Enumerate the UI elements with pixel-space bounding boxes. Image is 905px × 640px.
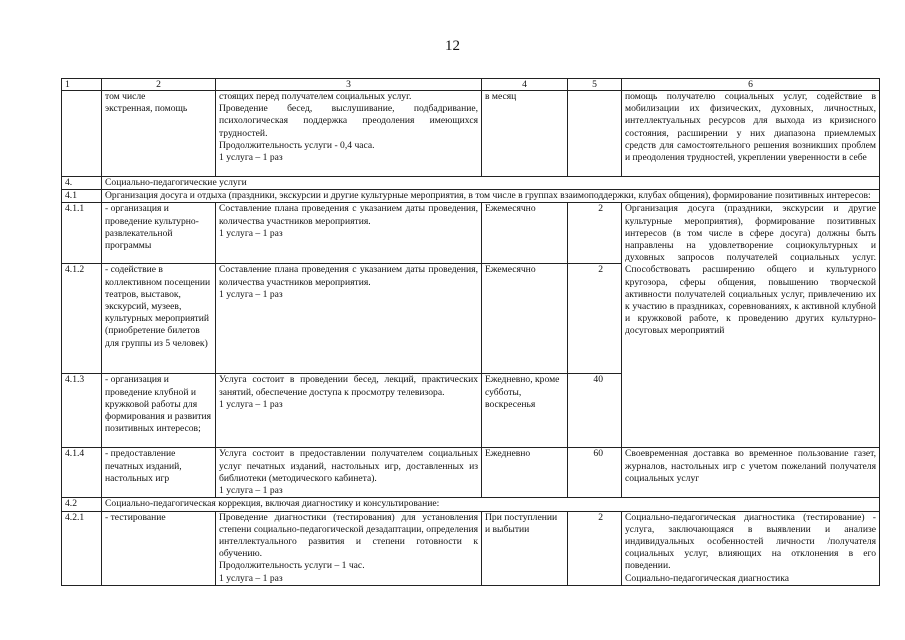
text-line: Продолжительность услуги - 0,4 часа. — [219, 139, 375, 151]
cell-content — [216, 91, 482, 177]
cell-description: Организация досуга (праздники, экскурсии и другие культурные мероприятия), формирование позитивных интересов (в том числе в сфере досуга) должны быть направлены на удовлетворение социокультурных и духовных запросов получателей социальных услуг. Способствовать расширению общего и культурного кругозора, сферы общения, повышению творческой активности получателей социальных услуг, привлечению их к участию в праздниках, соревнованиях, к активной клубной и кружковой работе, к проведению других культурно-досуговых мероприятий — [622, 203, 880, 448]
text-line: Проведение бесед, выслушивание, подбадривание, психологическая поддержка преодоления имеющихся трудностей. — [219, 103, 478, 139]
text-line: Проведение диагностики (тестирования) для установления степени социально-педагогической дезадаптации, определения интеллектуального развития и степени готовности к обучению. — [219, 511, 478, 560]
text-line: Услуга состоит в предоставлении получателем социальных услуг печатных изданий, настольных игр, доставленных из библиотеки (методического кабинета). — [219, 448, 478, 484]
cell-num: 4.1.2 — [62, 264, 102, 374]
text-line: стоящих перед получателем социальных услуг. — [219, 91, 412, 102]
page-number: 12 — [445, 38, 460, 54]
cell-name: - содействие в коллективном посещении театров, выставок, экскурсий, музеев, культурных мероприятий (приобретение билетов для группы из 5 человек) — [102, 264, 216, 374]
section-number: 4. — [62, 177, 102, 190]
cell-num: 4.1.1 — [62, 203, 102, 264]
text-line: 1 услуга – 1 раз — [219, 152, 283, 164]
text-line: Составление плана проведения с указанием даты проведения, количества участников мероприятия. — [219, 264, 478, 288]
text-line: том числе — [105, 91, 146, 102]
text-line: экстренная, помощь — [105, 103, 188, 115]
text-line: 1 услуга – 1 раз — [219, 485, 283, 497]
header-cell: 5 — [568, 79, 622, 91]
header-row — [62, 79, 880, 91]
cell-name — [102, 91, 216, 177]
text-line: Составление плана проведения с указанием даты проведения, количества участников мероприятия. — [219, 203, 478, 227]
cell-name: - тестирование — [102, 511, 216, 585]
services-table — [61, 78, 880, 586]
header-cell: 1 — [62, 79, 102, 91]
header-cell: 4 — [482, 79, 568, 91]
section-row — [62, 177, 880, 190]
text-line: Услуга состоит в проведении бесед, лекций, практических занятий, обеспечение доступа к просмотру телевизора. — [219, 374, 478, 398]
text-line: Социально-педагогическая диагностика — [625, 572, 789, 584]
subsection-title: Организация досуга и отдыха (праздники, экскурсии и другие культурные мероприятия, в том числе в группах взаимоподдержки, клубах общения), формирование позитивных интересов: — [102, 190, 880, 203]
cell-content — [216, 374, 482, 448]
header-cell: 3 — [216, 79, 482, 91]
cell-num: 4.2.1 — [62, 511, 102, 585]
cell-content — [216, 264, 482, 374]
cell-count: 2 — [568, 511, 622, 585]
subsection-row — [62, 190, 880, 203]
table-row — [62, 203, 880, 264]
table-row — [62, 91, 880, 177]
header-cell: 2 — [102, 79, 216, 91]
section-title: Социально-педагогические услуги — [102, 177, 880, 190]
header-cell: 6 — [622, 79, 880, 91]
cell-count — [568, 91, 622, 177]
subsection-number: 4.2 — [62, 498, 102, 511]
cell-frequency: Ежемесячно — [482, 264, 568, 374]
text-line: 1 услуга – 1 раз — [219, 398, 283, 410]
cell-name: - организация и проведение культурно-развлекательной программы — [102, 203, 216, 264]
cell-frequency: Ежемесячно — [482, 203, 568, 264]
table-row — [62, 511, 880, 585]
cell-num — [62, 91, 102, 177]
subsection-row — [62, 498, 880, 511]
cell-content — [216, 448, 482, 498]
cell-content — [216, 511, 482, 585]
text-line: 1 услуга – 1 раз — [219, 288, 283, 300]
cell-count: 2 — [568, 264, 622, 374]
cell-description: Своевременная доставка во временное пользование газет, журналов, настольных игр с учетом пожеланий получателя социальных услуг — [622, 448, 880, 498]
text-line: 1 услуга – 1 раз — [219, 572, 283, 584]
text-line: 1 услуга – 1 раз — [219, 227, 283, 239]
cell-frequency: При поступлении и выбытии — [482, 511, 568, 585]
table-row — [62, 448, 880, 498]
cell-count: 60 — [568, 448, 622, 498]
cell-frequency: Ежедневно, кроме субботы, воскресенья — [482, 374, 568, 448]
cell-num: 4.1.3 — [62, 374, 102, 448]
cell-count: 2 — [568, 203, 622, 264]
cell-num: 4.1.4 — [62, 448, 102, 498]
cell-name: - организация и проведение клубной и кружковой работы для формирования и развития позитивных интересов; — [102, 374, 216, 448]
cell-content — [216, 203, 482, 264]
text-line: Социально-педагогическая диагностика (тестирование) - услуга, заключающаяся в выявлении и анализе индивидуальных особенностей личности /получателя социальных услуг, влияющих на отклонения в его поведении. — [625, 511, 876, 572]
cell-frequency: в месяц — [482, 91, 568, 177]
cell-description — [622, 511, 880, 585]
subsection-title: Социально-педагогическая коррекция, включая диагностику и консультирование: — [102, 498, 880, 511]
cell-frequency: Ежедневно — [482, 448, 568, 498]
cell-description: помощь получателю социальных услуг, содействие в мобилизации их физических, духовных, личностных, интеллектуальных ресурсов для выхода из кризисного состояния, расширении у них диапазона приемлемых средств для самостоятельного решения возникших проблем и преодоления трудностей, укреплении уверенности в себе — [622, 91, 880, 177]
subsection-number: 4.1 — [62, 190, 102, 203]
cell-name: - предоставление печатных изданий, настольных игр — [102, 448, 216, 498]
text-line: Продолжительность услуги – 1 час. — [219, 560, 365, 572]
cell-count: 40 — [568, 374, 622, 448]
